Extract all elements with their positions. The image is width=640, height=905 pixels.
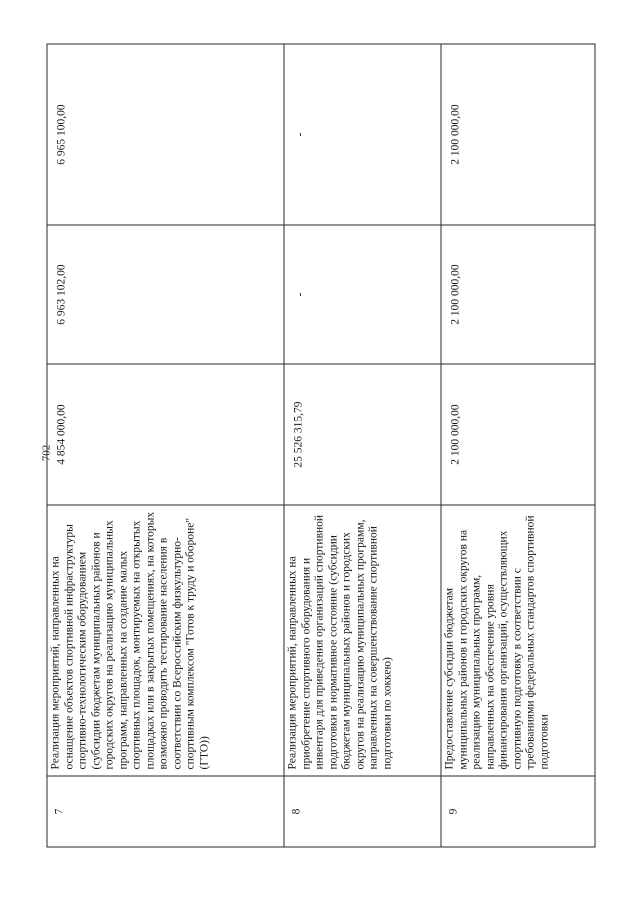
value-cell: - bbox=[284, 44, 441, 225]
value-cell: 4 854 000,00 bbox=[47, 364, 284, 505]
row-description: Реализация мероприятий, направленных на оснащение объектов спортивной инфраструктуры спортивно-технологическим оборудованием (субсидии бюджетам муниципальных районов и городских округов на реализацию муниципальных программ, направленных на создание малых спортивных площадок, монтируемых на открытых площадках или в закрытых помещениях, на которых возможно проводить тестирование населения в соответствии со Всероссийским физкультурно-спортивным комплексом "Готов к труду и обороне" (ГТО)) bbox=[47, 505, 284, 776]
row-description: Предоставление субсидии бюджетам муниципальных районов и городских округов на реализацию муниципальных программ, направленных на обеспечение уровня финансирования организаций, осуществляющих спортивную подготовку в соответствии с требованиями федеральных стандартов спортивной подготовки bbox=[441, 505, 595, 776]
rotated-table-wrapper bbox=[46, 45, 594, 848]
value-cell: 25 526 315,79 bbox=[284, 364, 441, 505]
row-number: 8 bbox=[284, 776, 441, 847]
budget-table bbox=[46, 44, 595, 848]
row-number: 9 bbox=[441, 776, 595, 847]
value-cell: 6 963 102,00 bbox=[47, 225, 284, 364]
row-number: 7 bbox=[47, 776, 284, 847]
page-number: 702 bbox=[40, 444, 52, 462]
table-row bbox=[47, 44, 284, 847]
value-cell: 6 965 100,00 bbox=[47, 44, 284, 225]
value-cell: 2 100 000,00 bbox=[441, 44, 595, 225]
table-row bbox=[441, 44, 595, 847]
value-cell: 2 100 000,00 bbox=[441, 364, 595, 505]
value-cell: - bbox=[284, 225, 441, 364]
row-description: Реализация мероприятий, направленных на приобретение спортивного оборудования и инвентаря для приведения организаций спортивной подготовки в нормативное состояние (субсидии бюджетам муниципальных районов и городских округов на реализацию муниципальных программ, направленных на совершенствование спортивной подготовки по хоккею) bbox=[284, 505, 441, 776]
value-cell: 2 100 000,00 bbox=[441, 225, 595, 364]
table-row bbox=[284, 44, 441, 847]
